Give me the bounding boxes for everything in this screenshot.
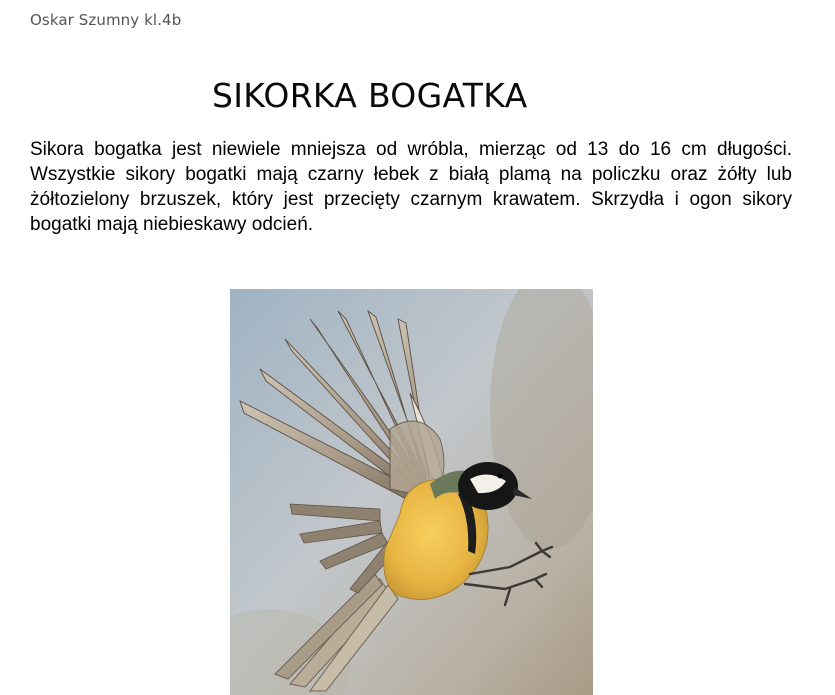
author-line: Oskar Szumny kl.4b	[30, 11, 182, 29]
description-paragraph: Sikora bogatka jest niewiele mniejsza od wróbla, mierząc od 13 do 16 cm długości. Wszystkie sikory bogatki mają czarny łebek z białą plamą na policzku oraz żółty lub żółtozielony brzuszek, który jest przecięty czarnym krawatem. Skrzydła i ogon sikory bogatki mają niebieskawy odcień.	[30, 139, 792, 235]
page-title: SIKORKA BOGATKA	[212, 76, 528, 115]
bird-photo	[230, 289, 593, 695]
